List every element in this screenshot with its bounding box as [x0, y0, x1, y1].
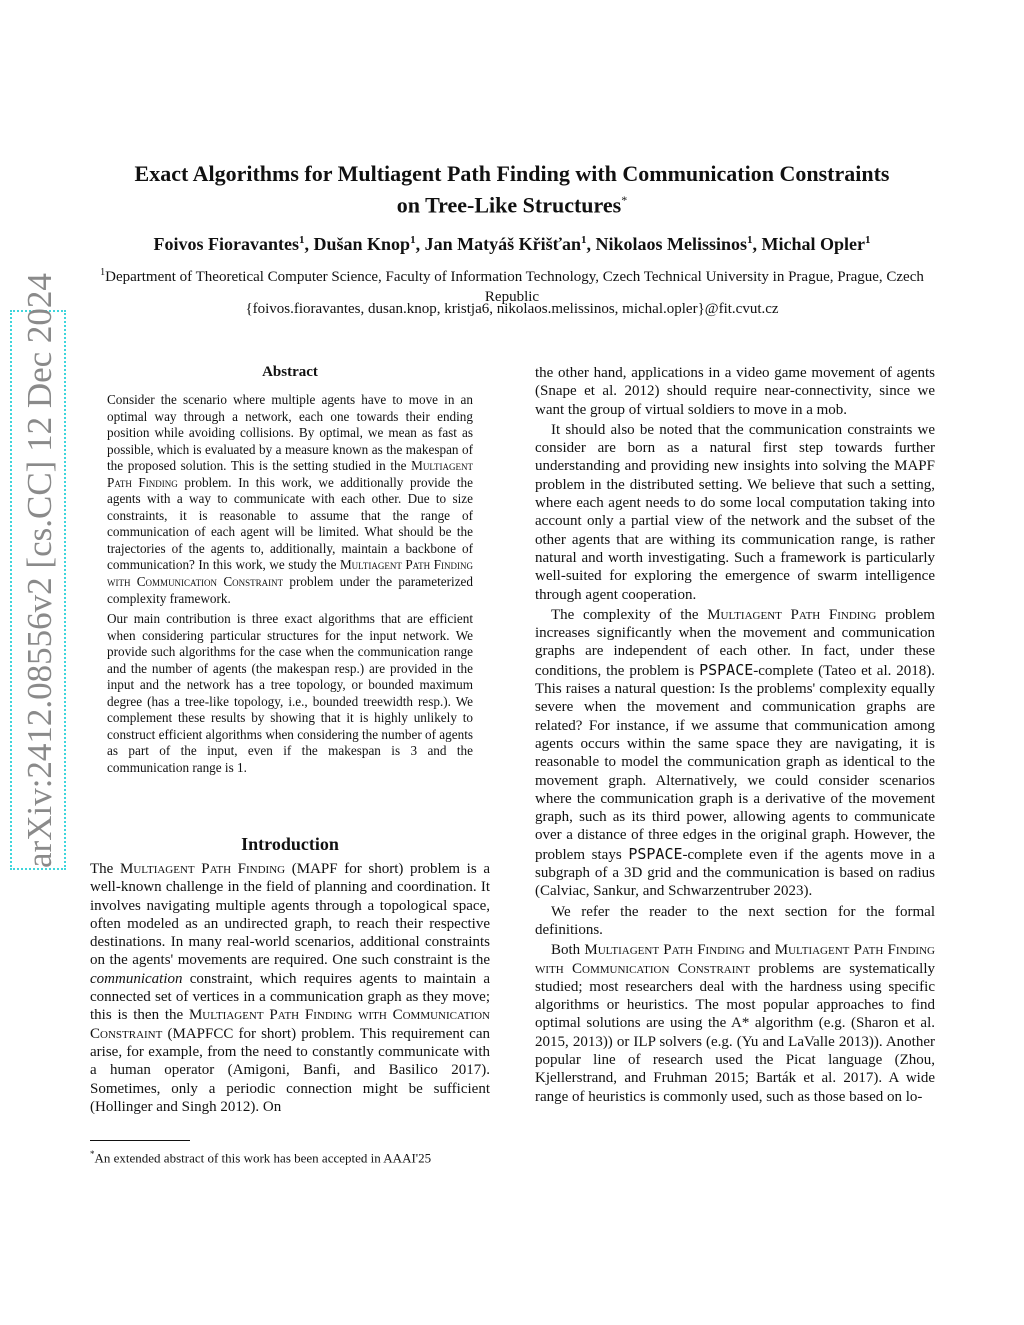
body-paragraph: the other hand, applications in a video game movement of agents (Snape et al. 2012) should require near-connectivity, since we want the group of virtual soldiers to move in a mob. — [535, 365, 935, 418]
author-name: Michal Opler — [761, 234, 865, 254]
body-paragraph: The Multiagent Path Finding (MAPF for short) problem is a well-known challenge in the field of planning and coordination. It involves navigating multiple agents through a topological space, often modeled as an undirected graph, to reach their respective destinations. In many real-world scenarios, additional constraints on the agents' movements are required. One such constraint is the communication constraint, which requires agents to maintain a connected set of vertices in a communication graph as they move; this is then the Multiagent Path Finding with Communication Constraint (MAPFCC for short) problem. This requirement can arise, for example, from the need to constantly communicate with a human operator (Amigoni, Banfi, and Basilico 2017). Sometimes, only a periodic connection might be sufficient (Hollinger and Singh 2012). On — [90, 861, 490, 1115]
title-line-2: on Tree-Like Structures* — [396, 192, 628, 218]
section-heading-introduction: Introduction — [241, 834, 339, 854]
author-name: Jan Matyáš Křišťan — [424, 234, 581, 254]
paper-title — [60, 160, 964, 218]
title-line-1: Exact Algorithms for Multiagent Path Finding with Communication Constraints — [134, 161, 890, 186]
abstract-paragraph: Consider the scenario where multiple agents have to move in an optimal way through a network, each one towards their ending position while avoiding collisions. By optimal, we mean as fast as possible, which is evaluated by a measure known as the makespan of the proposed solution. This is the setting studied in the Multiagent Path Finding problem. In this work, we additionally provide the agents with a way to communicate with each other. Due to size constraints, it is reasonable to assume that the range of communication of each agent will be limited. What should be the trajectories of the agents to, additionally, maintain a backbone of communication? In this work, we study the Multiagent Path Finding with Communication Constraint problem under the parameterized complexity framework. — [107, 392, 473, 606]
title-footnote-mark: * — [621, 193, 628, 207]
affiliation: $^1$Department of Theoretical Computer Science, Faculty of Information Technology, Czech Technical University in Prague, Prague, Czech Republic — [100, 267, 924, 305]
abstract-paragraph: Our main contribution is three exact algorithms that are efficient when considering particular structures for the input network. We provide such algorithms for the case when the communication range and the number of agents (the makespan resp.) are provided in the input and the network has a tree topology, or bounded maximum degree (has a tree-like topology, i.e., bounded treewidth resp.). We complement these results by showing that it is highly unlikely to construct efficient algorithms when considering the number of agents as part of the input, even if the makespan is 3 and the communication range is 1. — [107, 611, 473, 776]
author-name: Foivos Fioravantes — [153, 234, 300, 254]
body-paragraph: The complexity of the Multiagent Path Finding problem increases significantly when the movement and communication graphs are independent of each other. In fact, under these conditions, the problem is PSPACE-complete (Tateo et al. 2018). This raises a natural question: Is the problems' complexity equally severe when the movement and communication graphs are related? For instance, if we assume that communication among agents occurs within the same space they are navigating, it is reasonable to model the communication graph as identical to the movement graph. Alternatively, we could consider scenarios where the communication graph is a derivative of the movement graph, such as its third power, allowing agents to communicate over a distance of three edges in the original graph. However, the problem stays PSPACE-complete even if the agents move in a subgraph of a 3D grid and the communication is based on radius (Calviac, Sankur, and Schwarzentruber 2023). — [535, 606, 935, 900]
body-paragraph: It should also be noted that the communication constraints we consider are born as a natural first step towards further understanding and providing new insights into solving the MAPF problem in the distributed setting. We believe that such a setting, where each agent needs to do some local computation taking into account only a partial view of the network and the subset of the other agents that are withing its communication range, is rather natural and worth investigating. Such a framework is particularly well-suited for exploring the emergence of swarm intelligence through agent cooperation. — [535, 421, 935, 603]
right-column-body — [535, 364, 935, 1106]
footnote: *An extended abstract of this work has been accepted in AAAI'25 — [90, 1149, 432, 1166]
abstract-body — [107, 392, 473, 777]
author-emails: {foivos.fioravantes, dusan.knop, kristja6, nikolaos.melissinos, michal.opler}@fit.cvut.cz — [245, 301, 779, 317]
introduction-body — [90, 860, 490, 1116]
body-paragraph: Both Multiagent Path Finding and Multiagent Path Finding with Communication Constraint problems are systematically studied; most researchers deal with the hardness using specific algorithms or heuristics. The most popular approaches to find optimal solutions are using the A* algorithm (e.g. (Sharon et al. 2015, 2013)) or ILP solvers (e.g. (Yu and LaValle 2013)). Another popular line of research used the Picat language (Zhou, Kjellerstrand, and Fruhman 2015; Barták et al. 2017). A wide range of heuristics is commonly used, such as those based on lo- — [535, 942, 936, 1105]
author-name: Dušan Knop — [313, 234, 411, 254]
author-list: Foivos Fioravantes$^1$, Dušan Knop$^1$, Jan Matyáš Křišťan$^1$, Nikolaos Melissinos$^1$, Michal Opler$^1$ — [153, 234, 871, 254]
author-name: Nikolaos Melissinos — [595, 234, 747, 254]
footnote-rule — [90, 1140, 190, 1141]
abstract-heading: Abstract — [262, 364, 318, 380]
body-paragraph: We refer the reader to the next section for the formal definitions. — [535, 903, 935, 938]
arxiv-identifier: arXiv:2412.08556v2 [cs.CC] 12 Dec 2024 — [10, 310, 66, 870]
